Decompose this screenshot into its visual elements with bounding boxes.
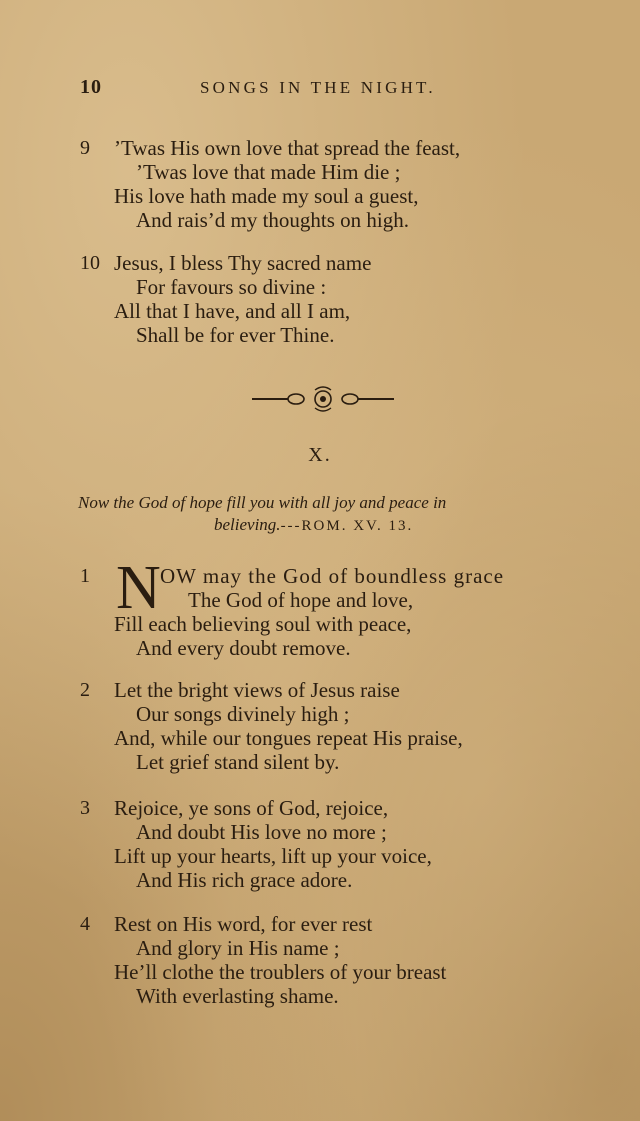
verse-line: Rest on His word, for ever rest: [114, 912, 373, 936]
verse-line: For favours so divine :: [136, 275, 327, 299]
page-number: 10: [80, 76, 102, 98]
verse-line: His love hath made my soul a guest,: [114, 184, 419, 208]
verse-line: OW may the God of boundless grace: [160, 564, 505, 588]
stanza-number: 4: [80, 913, 90, 935]
stanza-number: 9: [80, 137, 90, 159]
verse-line: And every doubt remove.: [136, 636, 351, 660]
verse-line: Let the bright views of Jesus raise: [114, 678, 400, 702]
running-title: SONGS IN THE NIGHT.: [200, 78, 436, 97]
stanza-number: 2: [80, 679, 90, 701]
verse-line: Lift up your hearts, lift up your voice,: [114, 844, 432, 868]
verse-line: Jesus, I bless Thy sacred name: [114, 251, 372, 275]
verse-line: ’Twas love that made Him die ;: [136, 160, 401, 184]
hymn-number: X.: [308, 444, 332, 466]
drop-cap: N: [116, 554, 161, 622]
verse-line: Fill each believing soul with peace,: [114, 612, 412, 636]
verse-line: Our songs divinely high ;: [136, 702, 350, 726]
verse-line: All that I have, and all I am,: [114, 299, 351, 323]
epigraph-line: believing.: [214, 515, 281, 534]
stanza-number: 1: [80, 565, 90, 587]
verse-line: Shall be for ever Thine.: [136, 323, 335, 347]
verse-line: And glory in His name ;: [136, 936, 340, 960]
hymn-stanza-4: [80, 912, 560, 1008]
stanza-number: 3: [80, 797, 90, 819]
stanza-10: [80, 251, 560, 347]
hymn-stanza-3: [80, 796, 560, 892]
verse-line: With everlasting shame.: [136, 984, 339, 1008]
verse-line: And, while our tongues repeat His praise,: [114, 726, 463, 750]
epigraph: [78, 492, 578, 537]
page-header: [80, 76, 540, 100]
ornament-divider-icon: [250, 384, 396, 414]
verse-line: Let grief stand silent by.: [136, 750, 340, 774]
epigraph-line: Now the God of hope fill you with all joy and peace in: [78, 493, 447, 512]
hymn-stanza-1: [80, 554, 560, 660]
verse-line: ’Twas His own love that spread the feast,: [114, 136, 461, 160]
stanza-number: 10: [80, 252, 100, 274]
verse-line: Rejoice, ye sons of God, rejoice,: [114, 796, 389, 820]
verse-line: The God of hope and love,: [188, 588, 414, 612]
stanza-9: [80, 136, 560, 232]
scripture-reference: ---ROM. XV. 13.: [280, 518, 414, 534]
verse-line: And doubt His love no more ;: [136, 820, 387, 844]
verse-line: And rais’d my thoughts on high.: [136, 208, 409, 232]
hymn-stanza-2: [80, 678, 560, 774]
verse-line: And His rich grace adore.: [136, 868, 353, 892]
verse-line: He’ll clothe the troublers of your breast: [114, 960, 447, 984]
